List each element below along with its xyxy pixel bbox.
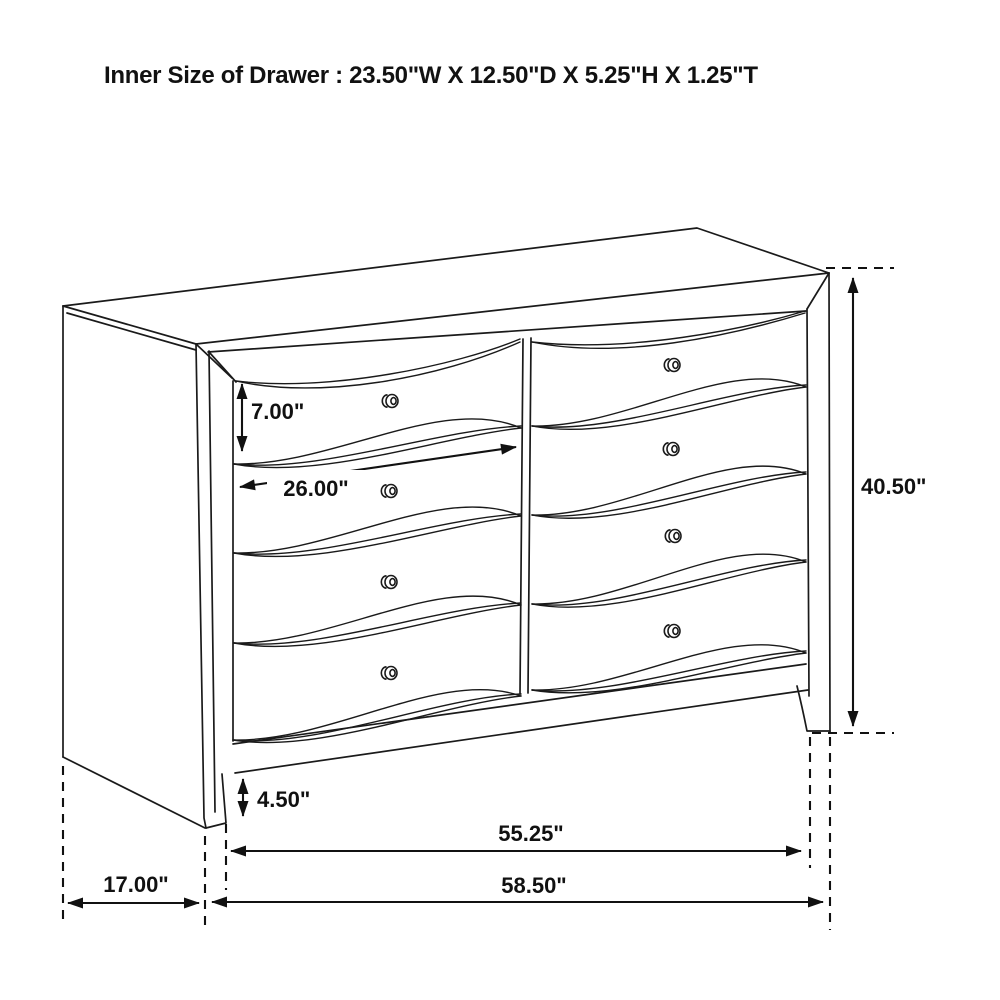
knob-icon xyxy=(663,443,679,456)
front-right-foot xyxy=(797,686,830,731)
knob-icon xyxy=(381,485,397,498)
dresser-outline xyxy=(63,228,830,828)
drawing-line xyxy=(532,554,806,604)
front-left-foot xyxy=(206,774,226,828)
drawing-line xyxy=(532,385,806,427)
front-left-post-inner xyxy=(209,351,215,812)
drawing-line xyxy=(233,694,521,741)
drawing-line xyxy=(234,596,521,643)
eyebrow-right xyxy=(532,313,805,348)
label-base-height: 4.50" xyxy=(257,787,311,812)
front-right-post-outer xyxy=(829,273,830,733)
front-left-post-outer xyxy=(196,344,206,828)
top-back-edge xyxy=(63,228,829,306)
drawing-line xyxy=(532,472,806,516)
top-left-shoulder-outer xyxy=(196,344,232,378)
drawing-line xyxy=(532,379,806,426)
drawing-line xyxy=(234,419,521,464)
label-depth: 17.00" xyxy=(103,872,169,897)
knob-icon xyxy=(664,359,680,372)
label-overall-width: 58.50" xyxy=(501,873,567,898)
label-overall-height: 40.50" xyxy=(861,474,927,499)
eyebrow-right-inner xyxy=(532,311,805,345)
extension-lines xyxy=(63,268,894,930)
label-drawer-height: 7.00" xyxy=(251,399,305,424)
drawing-line xyxy=(532,651,806,691)
dimension-lines xyxy=(68,278,853,903)
left-panel-top-edge xyxy=(63,306,196,344)
center-stile-right xyxy=(528,338,531,693)
knob-icon xyxy=(381,576,397,589)
drawing-line xyxy=(532,560,806,605)
left-panel-bottom-edge xyxy=(63,757,205,828)
drawing-line xyxy=(234,514,521,554)
label-drawer-width: 26.00" xyxy=(283,476,349,501)
top-right-shoulder xyxy=(807,273,829,309)
top-front-edge xyxy=(196,273,829,344)
knob-icon xyxy=(382,395,398,408)
eyebrow-left-inner xyxy=(236,339,520,384)
drawing-line xyxy=(234,426,521,465)
drawing-line xyxy=(234,603,521,644)
drawing-line xyxy=(532,466,806,515)
eyebrow-left xyxy=(236,342,520,388)
knob-icon xyxy=(381,667,397,680)
front-right-post-inner xyxy=(807,309,809,696)
left-panel-top-edge-inner xyxy=(67,313,196,350)
drawing-line xyxy=(233,696,521,743)
knob-icon xyxy=(665,530,681,543)
page-title: Inner Size of Drawer : 23.50"W X 12.50"D X 5.25"H X 1.25"T xyxy=(104,62,758,89)
knob-icon xyxy=(664,625,680,638)
drawing-line xyxy=(234,428,521,468)
drawing-line xyxy=(234,507,521,553)
top-left-shoulder-inner xyxy=(209,352,236,382)
drawing-line xyxy=(233,690,521,740)
label-case-width: 55.25" xyxy=(498,821,564,846)
